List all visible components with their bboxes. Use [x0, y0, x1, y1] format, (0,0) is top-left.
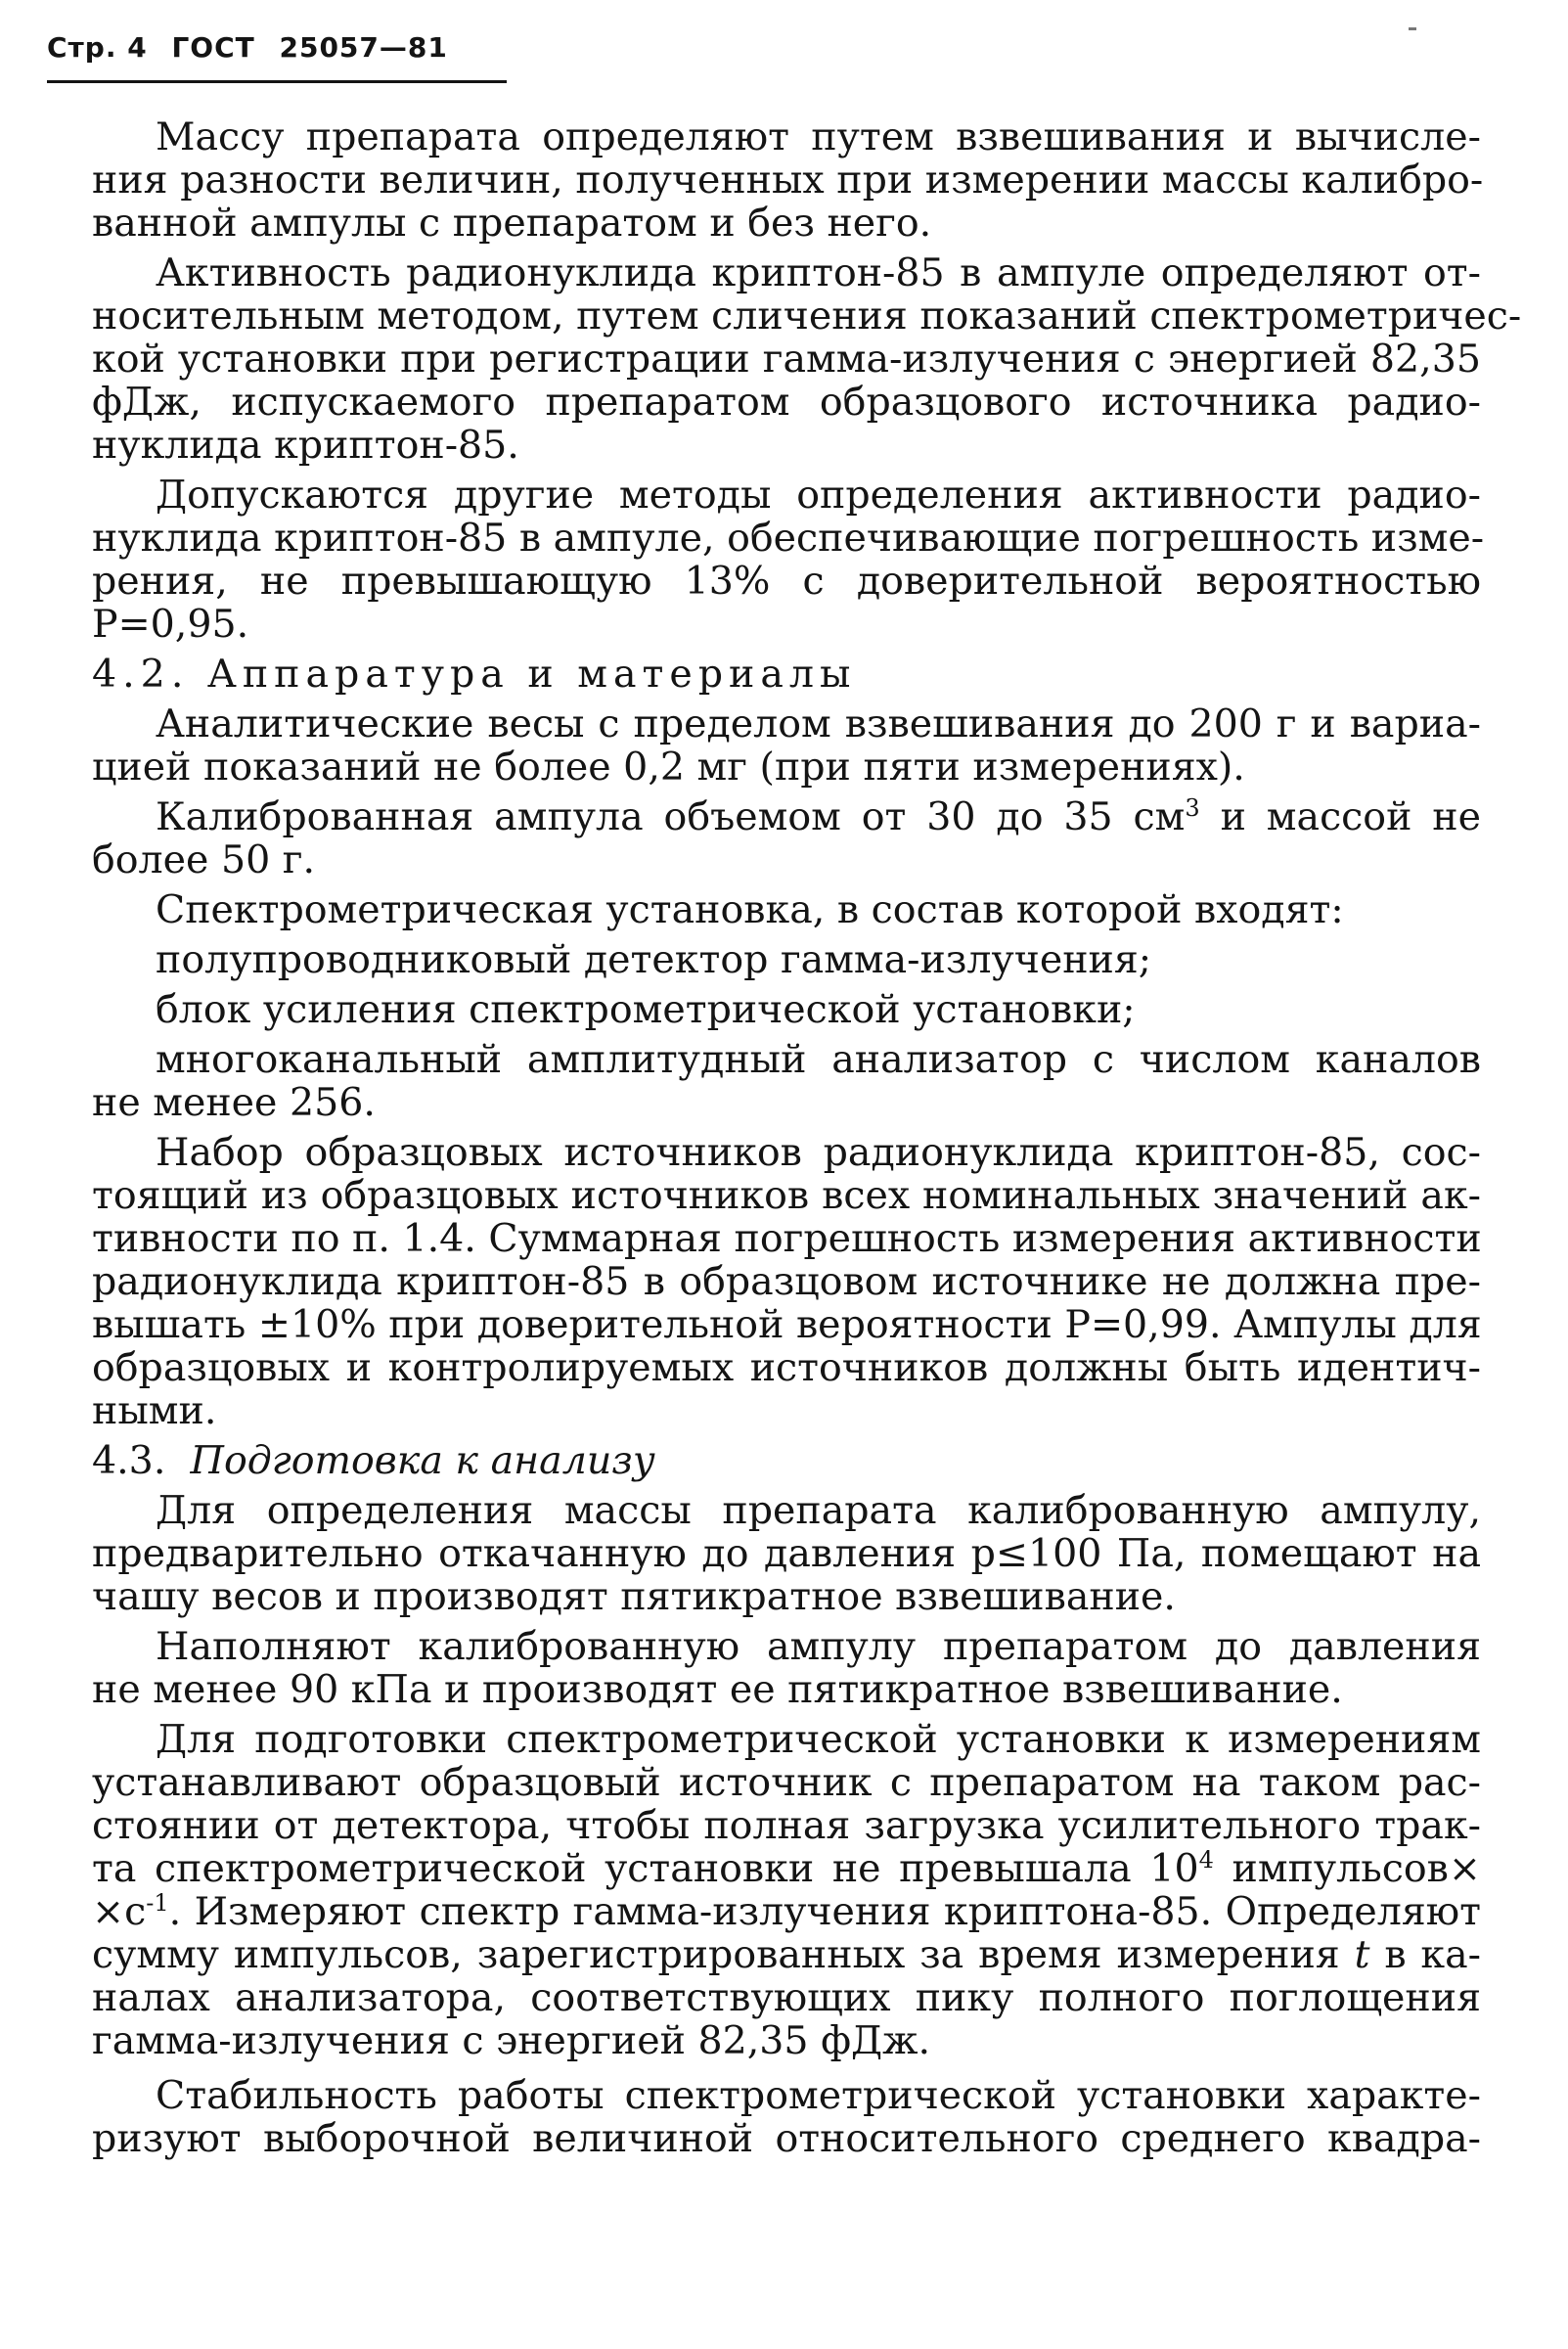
text-line: Активность радионуклида криптон-85 в ампуле определяют от- [156, 250, 1481, 295]
page-label: Стр. 4 [47, 31, 148, 64]
text-line: нуклида криптон-85 в ампуле, обеспечивающие погрешность изме- [92, 516, 1485, 561]
text-line: более 50 г. [92, 837, 316, 882]
paragraph-ampoule [92, 795, 1481, 881]
list-item-analyzer [92, 1038, 1481, 1124]
paragraph-activity [92, 250, 1522, 468]
paragraph-mass-procedure [92, 1489, 1481, 1618]
text-line: образцовых и контролируемых источников должны быть идентич- [92, 1345, 1481, 1390]
text-line: Аналитические весы с пределом взвешивания до 200 г и вариа- [156, 701, 1481, 746]
text-line: Допускаются другие методы определения активности радио- [156, 473, 1481, 518]
header-rule [47, 80, 507, 83]
paragraph-balance [92, 702, 1481, 789]
text-line: Для определения массы препарата калиброванную ампулу, [156, 1488, 1481, 1533]
text-line: чашу весов и производят пятикратное взвешивание. [92, 1574, 1176, 1619]
text-line: многоканальный амплитудный анализатор с числом каналов [156, 1037, 1481, 1082]
text-line: фДж, испускаемого препаратом образцового источника радио- [92, 380, 1481, 425]
corner-mark [1409, 27, 1416, 30]
text-line: ванной ампулы с препаратом и без него. [92, 201, 932, 246]
text-line: устанавливают образцовый источник с препаратом на таком рас- [92, 1760, 1481, 1805]
text-line: вышать ±10% при доверительной вероятности Р=0,99. Ампулы для [92, 1302, 1482, 1347]
text-line: Массу препарата определяют путем взвешивания и вычисле- [156, 114, 1481, 159]
text-line: предварительно откачанную до давления р≤100 Па, помещают на [92, 1531, 1481, 1576]
paragraph-reference-sources [92, 1131, 1481, 1432]
text-line: сумму импульсов, зарегистрированных за время измерения t в ка- [92, 1932, 1481, 1977]
text-line: Р=0,95. [92, 602, 249, 647]
section-heading-4-2: 4.2. Аппаратура и материалы [92, 652, 857, 697]
text-line: Стабильность работы спектрометрической установки характе- [156, 2073, 1481, 2118]
page-header [47, 31, 448, 64]
text-line: налах анализатора, соответствующих пику полного поглощения [92, 1975, 1481, 2020]
paragraph-other-methods [92, 473, 1485, 647]
paragraph-filling [92, 1625, 1481, 1711]
text-line: носительным методом, путем сличения показаний спектрометричес- [92, 294, 1522, 339]
text-line: $\times с^{-1}$. Измеряют спектр гамма-излучения криптона-85. Определяют [92, 1889, 1481, 1934]
standard-name: ГОСТ [171, 31, 255, 64]
text-line: нуклида криптон-85. [92, 423, 519, 468]
text-line: Для подготовки спектрометрической установки к измерениям [156, 1717, 1481, 1762]
paragraph-mass [92, 114, 1484, 246]
text-line: не менее 256. [92, 1080, 376, 1125]
list-item: полупроводниковый детектор гамма-излучения; [156, 937, 1152, 982]
text-line: Набор образцовых источников радионуклида криптон-85, сос- [156, 1130, 1481, 1175]
text-line: Наполняют калиброванную ампулу препаратом до давления [156, 1624, 1481, 1669]
text-line: ными. [92, 1388, 217, 1433]
text-line: кой установки при регистрации гамма-излучения с энергией 82,35 [92, 337, 1481, 382]
document-body [92, 114, 1522, 2161]
text-line: ризуют выборочной величиной относительного среднего квадра- [92, 2116, 1481, 2161]
paragraph-stability [92, 2074, 1481, 2160]
text-line: Калиброванная ампула объемом от 30 до 35 $см^3$ и массой не [156, 794, 1482, 839]
text-line: Спектрометрическая установка, в состав которой входят: [156, 887, 1344, 932]
text-line: гамма-излучения с энергией 82,35 фДж. [92, 2018, 931, 2063]
text-line: не менее 90 кПа и производят ее пятикратное взвешивание. [92, 1667, 1343, 1712]
text-line: радионуклида криптон-85 в образцовом источнике не должна пре- [92, 1259, 1481, 1304]
text-line: тивности по п. 1.4. Суммарная погрешность измерения активности [92, 1216, 1482, 1261]
text-line: та спектрометрической установки не превышала $10^4$ импульсов× [92, 1846, 1481, 1891]
text-line: цией показаний не более 0,2 мг (при пяти измерениях). [92, 745, 1245, 790]
paragraph-spectrometer-setup [92, 1718, 1481, 2062]
text-line: тоящий из образцовых источников всех номинальных значений ак- [92, 1173, 1481, 1218]
standard-number: 25057—81 [279, 31, 448, 64]
section-heading-4-3: 4.3. Подготовка к анализу [92, 1438, 655, 1483]
text-line: стоянии от детектора, чтобы полная загрузка усилительного трак- [92, 1803, 1481, 1848]
text-line: рения, не превышающую 13% с доверительной вероятностью [92, 559, 1481, 604]
list-item: блок усиления спектрометрической установки; [156, 987, 1136, 1032]
text-line: ния разности величин, полученных при измерении массы калибро- [92, 158, 1484, 203]
